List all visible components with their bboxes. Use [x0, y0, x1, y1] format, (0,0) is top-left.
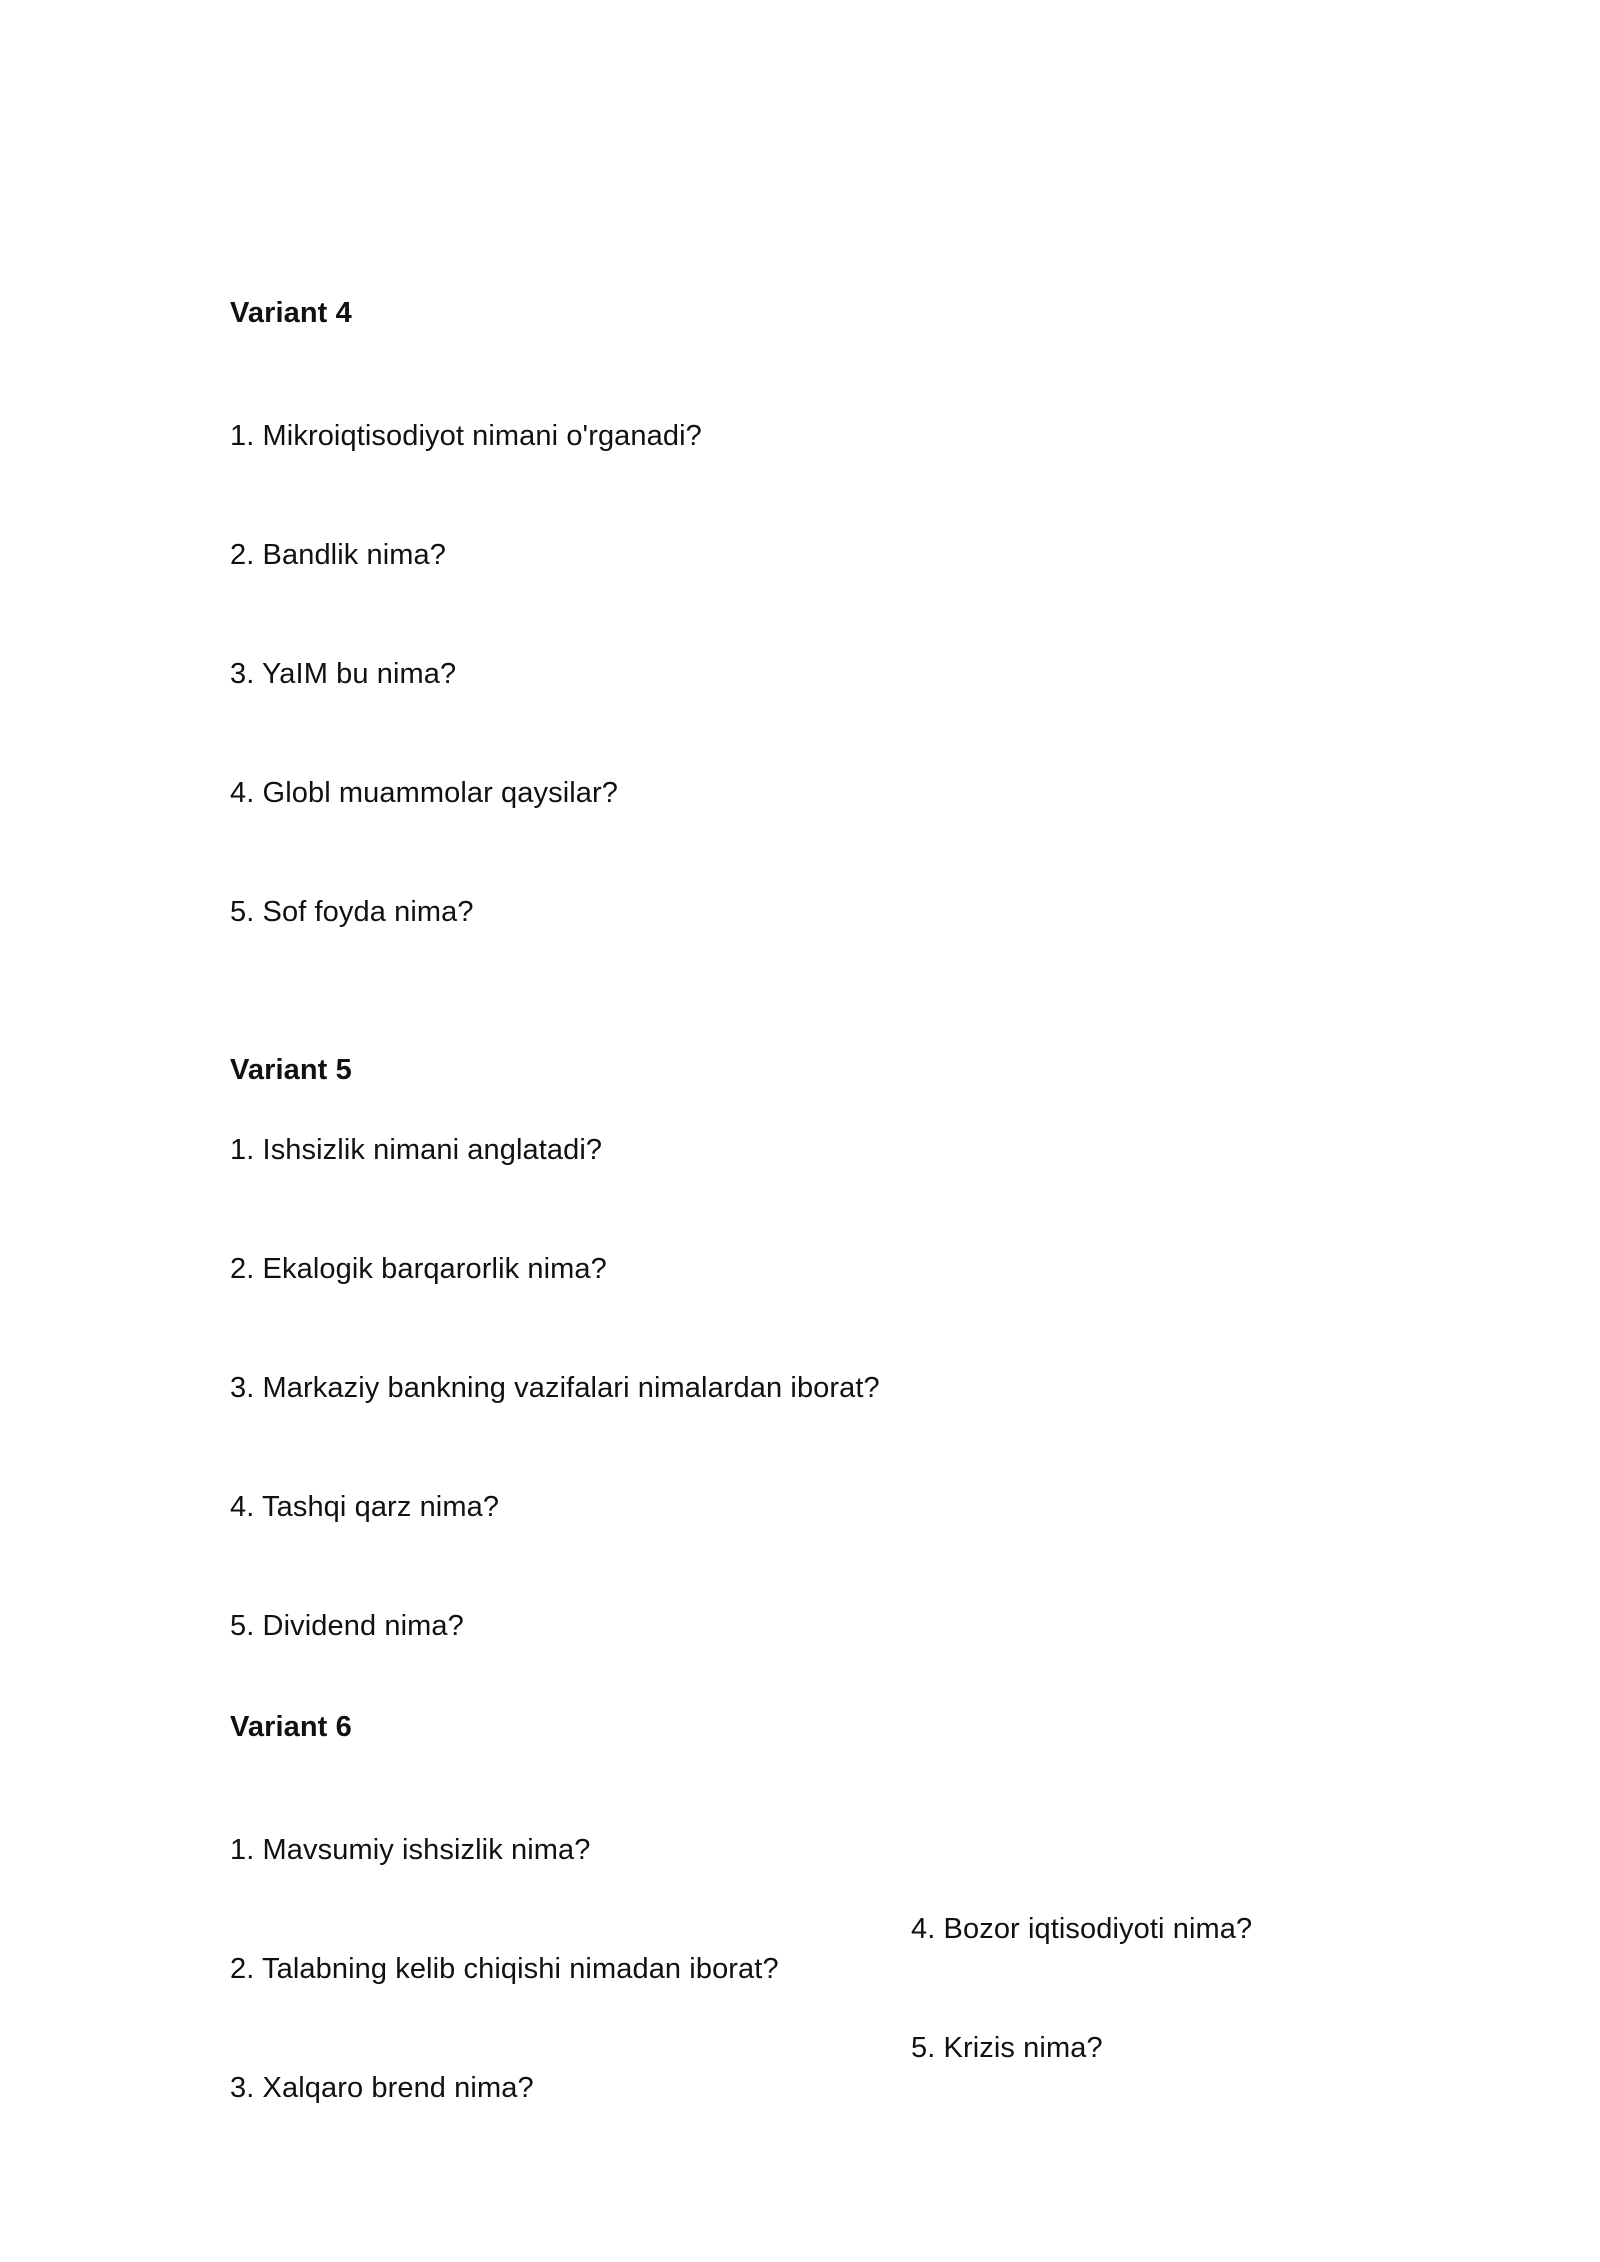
variant-4-heading: Variant 4: [230, 297, 352, 329]
variant-5-question-2: 2. Ekalogik barqarorlik nima?: [230, 1253, 607, 1285]
variant-6-question-2: 2. Talabning kelib chiqishi nimadan iborat?: [230, 1953, 779, 1985]
variant-4-question-5: 5. Sof foyda nima?: [230, 896, 474, 928]
variant-4-question-4: 4. Globl muammolar qaysilar?: [230, 777, 618, 809]
variant-4-question-2: 2. Bandlik nima?: [230, 539, 446, 571]
variant-6-question-4: 4. Bozor iqtisodiyoti nima?: [911, 1913, 1253, 1945]
variant-6-question-5: 5. Krizis nima?: [911, 2032, 1103, 2064]
variant-5-question-3: 3. Markaziy bankning vazifalari nimalardan iborat?: [230, 1372, 880, 1404]
variant-4-question-1: 1. Mikroiqtisodiyot nimani o'rganadi?: [230, 420, 702, 452]
variant-5-heading: Variant 5: [230, 1054, 352, 1086]
variant-5-question-4: 4. Tashqi qarz nima?: [230, 1491, 500, 1523]
variant-5-question-5: 5. Dividend nima?: [230, 1610, 464, 1642]
variant-6-question-1: 1. Mavsumiy ishsizlik nima?: [230, 1834, 591, 1866]
variant-6-question-3: 3. Xalqaro brend nima?: [230, 2072, 534, 2104]
variant-5-question-1: 1. Ishsizlik nimani anglatadi?: [230, 1134, 603, 1166]
variant-6-heading: Variant 6: [230, 1711, 352, 1743]
variant-4-question-3: 3. YaIM bu nima?: [230, 658, 457, 690]
